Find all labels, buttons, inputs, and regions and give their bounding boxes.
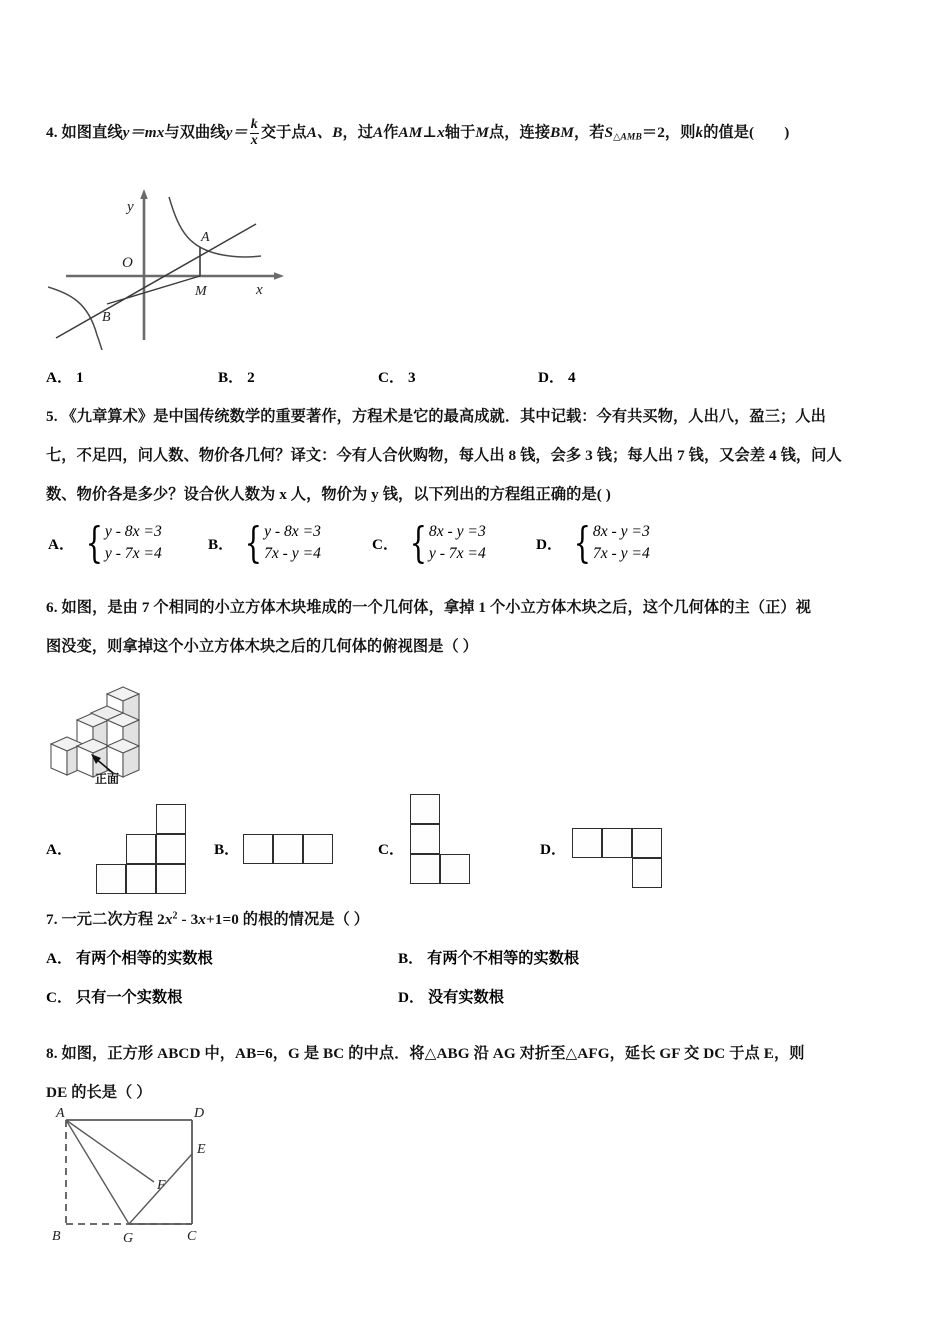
q7-option-b-text: 有两个不相等的实数根	[427, 950, 579, 967]
q7-option-d-text: 没有实数根	[427, 989, 504, 1006]
q4-segment-bm: BM	[550, 123, 574, 141]
q4-option-b-text: 2	[247, 369, 255, 386]
question-5-line-2	[46, 444, 842, 465]
q7-exponent: 2	[172, 910, 178, 922]
q6-isometric-cube-stack	[47, 672, 172, 784]
line-y-equals-mx	[56, 224, 256, 338]
q5-text-line-3: 数、物价各是多少？设合伙人数为 x 人，物价为 y 钱，以下列出的方程组正确的是( )	[46, 486, 611, 503]
q4-text-10: 的值是(	[703, 123, 755, 141]
q5-option-d[interactable]	[536, 517, 650, 567]
q8-text-line-2: DE 的长是（ ）	[46, 1084, 152, 1101]
q8-text-line-1: 如图，正方形 ABCD 中，AB=6，G 是 BC 的中点．将△ABG 沿 AG 对折至△AFG，延长 GF 交 DC 于点 E，则	[61, 1045, 805, 1062]
q6-option-d-label: D．	[540, 841, 567, 858]
q7-variable-x-2: x	[198, 911, 206, 928]
grid-cell	[303, 834, 333, 864]
x-axis-arrow	[274, 272, 284, 280]
q5-option-d-label: D．	[536, 535, 563, 553]
q5-option-a-eq2: y - 7x =4	[104, 545, 162, 562]
q7-option-b-label: B．	[398, 950, 424, 967]
grid-cell	[410, 824, 440, 854]
cube-group	[51, 687, 139, 777]
q6-option-d-label-wrap[interactable]	[540, 838, 566, 859]
q4-option-c[interactable]	[378, 366, 416, 387]
q5-option-d-eq1: 8x - y =3	[592, 522, 650, 540]
question-4-stem	[46, 118, 789, 148]
q6-option-a-label: A．	[46, 841, 73, 858]
label-x: x	[256, 282, 263, 298]
grid-cell	[126, 864, 156, 894]
q7-option-d-label: D．	[398, 989, 425, 1006]
q4-option-d-label: D．	[538, 369, 565, 386]
q5-option-b-equations	[264, 521, 321, 565]
q4-point-m: M	[475, 123, 489, 141]
q5-option-a-brace: {	[85, 517, 104, 567]
q7-option-a-label: A．	[46, 950, 73, 967]
q4-area-symbol: S	[604, 123, 614, 141]
segment-ag	[66, 1120, 129, 1224]
q4-k-symbol: k	[695, 123, 704, 141]
q4-points-ab: A、B	[306, 123, 343, 141]
q4-perp-symbol: ⊥	[422, 123, 438, 141]
q5-option-c-eq2: y - 7x =4	[428, 545, 486, 562]
q6-option-b-label-wrap[interactable]	[214, 838, 239, 859]
grid-cell	[243, 834, 273, 864]
grid-cell	[602, 828, 632, 858]
q4-text-4: ，过	[342, 123, 374, 141]
q5-option-a-eq1: y - 8x =3	[104, 522, 162, 540]
question-7-number: 7.	[46, 911, 58, 928]
q4-option-c-label: C．	[378, 369, 405, 386]
q8-square-fold-diagram	[44, 1106, 244, 1256]
y-axis-arrow	[140, 189, 148, 199]
question-8-number: 8.	[46, 1045, 58, 1062]
question-5-line-3	[46, 483, 611, 504]
q5-text-line-2: 七，不足四，问人数、物价各几何？译文：今有人合伙购物，每人出 8 钱，会多 3 钱；每人出 7 钱，又会差 4 钱，问人	[46, 447, 842, 464]
q4-option-a[interactable]	[46, 366, 84, 387]
q5-option-c-equations	[429, 521, 486, 565]
q7-variable-x: x	[164, 911, 173, 928]
q7-text-1: 一元二次方程 2	[61, 911, 165, 928]
q7-text-3: +1=0 的根的情况是（ ）	[206, 911, 369, 928]
label-b: B	[52, 1229, 61, 1244]
q5-option-d-equations	[593, 521, 650, 565]
grid-cell	[410, 854, 440, 884]
q4-fraction-k-over-x	[249, 118, 260, 148]
q4-option-d-text: 4	[567, 369, 576, 386]
question-8-line-1	[46, 1042, 805, 1063]
q5-text-line-1: 《九章算术》是中国传统数学的重要著作，方程术是它的最高成就．其中记载：今有共买物，人出八，盈三；人出	[61, 408, 826, 425]
q4-option-a-label: A．	[46, 369, 73, 386]
q5-option-c-label: C．	[372, 535, 399, 553]
q7-option-c-text: 只有一个实数根	[75, 989, 183, 1006]
grid-cell	[632, 828, 662, 858]
q4-option-a-text: 1	[75, 369, 84, 386]
segment-bm	[107, 276, 200, 304]
q4-point-a: A	[373, 123, 384, 141]
q5-option-b-eq2: 7x - y =4	[264, 545, 321, 562]
question-5-number: 5.	[46, 408, 58, 425]
q4-text-8: ，若	[573, 123, 605, 141]
label-a: A	[56, 1106, 65, 1121]
grid-cell	[156, 864, 186, 894]
label-point-b: B	[102, 310, 111, 325]
grid-cell	[156, 804, 186, 834]
q6-option-c-label-wrap[interactable]	[378, 838, 404, 859]
q4-text-7: 点，连接	[488, 123, 551, 141]
q4-fraction-denominator: x	[250, 132, 258, 148]
q4-fraction-numerator: k	[250, 117, 258, 132]
q7-option-d[interactable]	[398, 986, 504, 1007]
q6-text-line-2: 图没变，则拿掉这个小立方体木块之后的几何体的俯视图是（ ）	[46, 638, 478, 655]
label-g: G	[123, 1231, 134, 1246]
question-6-line-1	[46, 596, 811, 617]
q4-eq-y-mx: y＝mx	[122, 123, 165, 141]
label-c: C	[187, 1229, 197, 1244]
q4-text-3: 交于点	[260, 123, 307, 141]
q4-option-b[interactable]	[218, 366, 255, 387]
q6-text-line-1: 如图，是由 7 个相同的小立方体木块堆成的一个几何体，拿掉 1 个小立方体木块之后，这个几何体的主（正）视	[61, 599, 811, 616]
q7-option-c-label: C．	[46, 989, 73, 1006]
q5-option-a[interactable]	[48, 517, 162, 567]
label-origin-o: O	[122, 255, 133, 271]
question-4-number: 4.	[46, 123, 58, 141]
q4-coordinate-diagram	[48, 175, 298, 350]
question-4-figure	[48, 175, 298, 355]
grid-cell	[156, 834, 186, 864]
grid-cell	[96, 864, 126, 894]
q5-option-c[interactable]	[372, 517, 486, 567]
q4-option-c-text: 3	[407, 369, 416, 386]
question-7-stem	[46, 908, 369, 929]
question-6-line-2	[46, 635, 478, 656]
q4-text-11: )	[784, 123, 790, 141]
label-d: D	[194, 1106, 205, 1121]
q4-text-1: 如图直线	[61, 123, 123, 141]
q5-option-a-equations	[105, 521, 162, 565]
q5-option-b-eq1: y - 8x =3	[264, 522, 321, 540]
q4-segment-am: AM	[398, 123, 423, 141]
q7-option-c[interactable]	[46, 986, 182, 1007]
label-e: E	[197, 1142, 206, 1157]
q4-option-d[interactable]	[538, 366, 576, 387]
q5-option-b-label: B．	[208, 535, 234, 553]
grid-cell	[410, 794, 440, 824]
q7-option-a-text: 有两个相等的实数根	[75, 950, 213, 967]
q4-text-6: 轴于	[444, 123, 476, 141]
q6-option-a-label-wrap[interactable]	[46, 838, 72, 859]
q4-option-b-label: B．	[218, 369, 244, 386]
q4-text-5: 作	[383, 123, 399, 141]
q7-option-b[interactable]	[398, 947, 579, 968]
label-point-m: M	[195, 284, 207, 299]
question-5-line-1	[46, 405, 826, 426]
q5-option-a-label: A．	[48, 535, 75, 553]
question-8-figure	[44, 1106, 244, 1261]
q5-option-c-eq1: 8x - y =3	[428, 522, 486, 540]
q5-option-d-eq2: 7x - y =4	[592, 545, 650, 562]
q5-option-b-brace: {	[245, 517, 263, 567]
grid-cell	[273, 834, 303, 864]
grid-cell	[440, 854, 470, 884]
question-6-number: 6.	[46, 599, 58, 616]
grid-cell	[572, 828, 602, 858]
grid-cell	[632, 858, 662, 888]
q7-text-2: - 3	[177, 911, 199, 928]
segment-af	[66, 1120, 154, 1182]
q6-option-c-label: C．	[378, 841, 405, 858]
question-6-figure	[47, 672, 172, 789]
grid-cell	[126, 834, 156, 864]
label-f: F	[157, 1178, 166, 1193]
q4-eq-y: y＝	[225, 123, 248, 141]
q7-option-a[interactable]	[46, 947, 213, 968]
label-point-a: A	[201, 230, 210, 245]
hyperbola-branch-lower	[48, 287, 102, 350]
q5-option-c-brace: {	[409, 517, 428, 567]
q6-option-b-label: B．	[214, 841, 240, 858]
q5-option-d-brace: {	[573, 517, 592, 567]
q4-text-2: 与双曲线	[164, 123, 226, 141]
q4-text-9: ＝2，则	[641, 123, 696, 141]
question-8-line-2	[46, 1081, 152, 1102]
label-y: y	[127, 199, 134, 215]
q4-area-subscript: △AMB	[613, 132, 642, 143]
front-label: 正面	[95, 772, 120, 784]
q4-x-axis: x	[437, 123, 445, 141]
q5-option-b[interactable]	[208, 517, 321, 567]
